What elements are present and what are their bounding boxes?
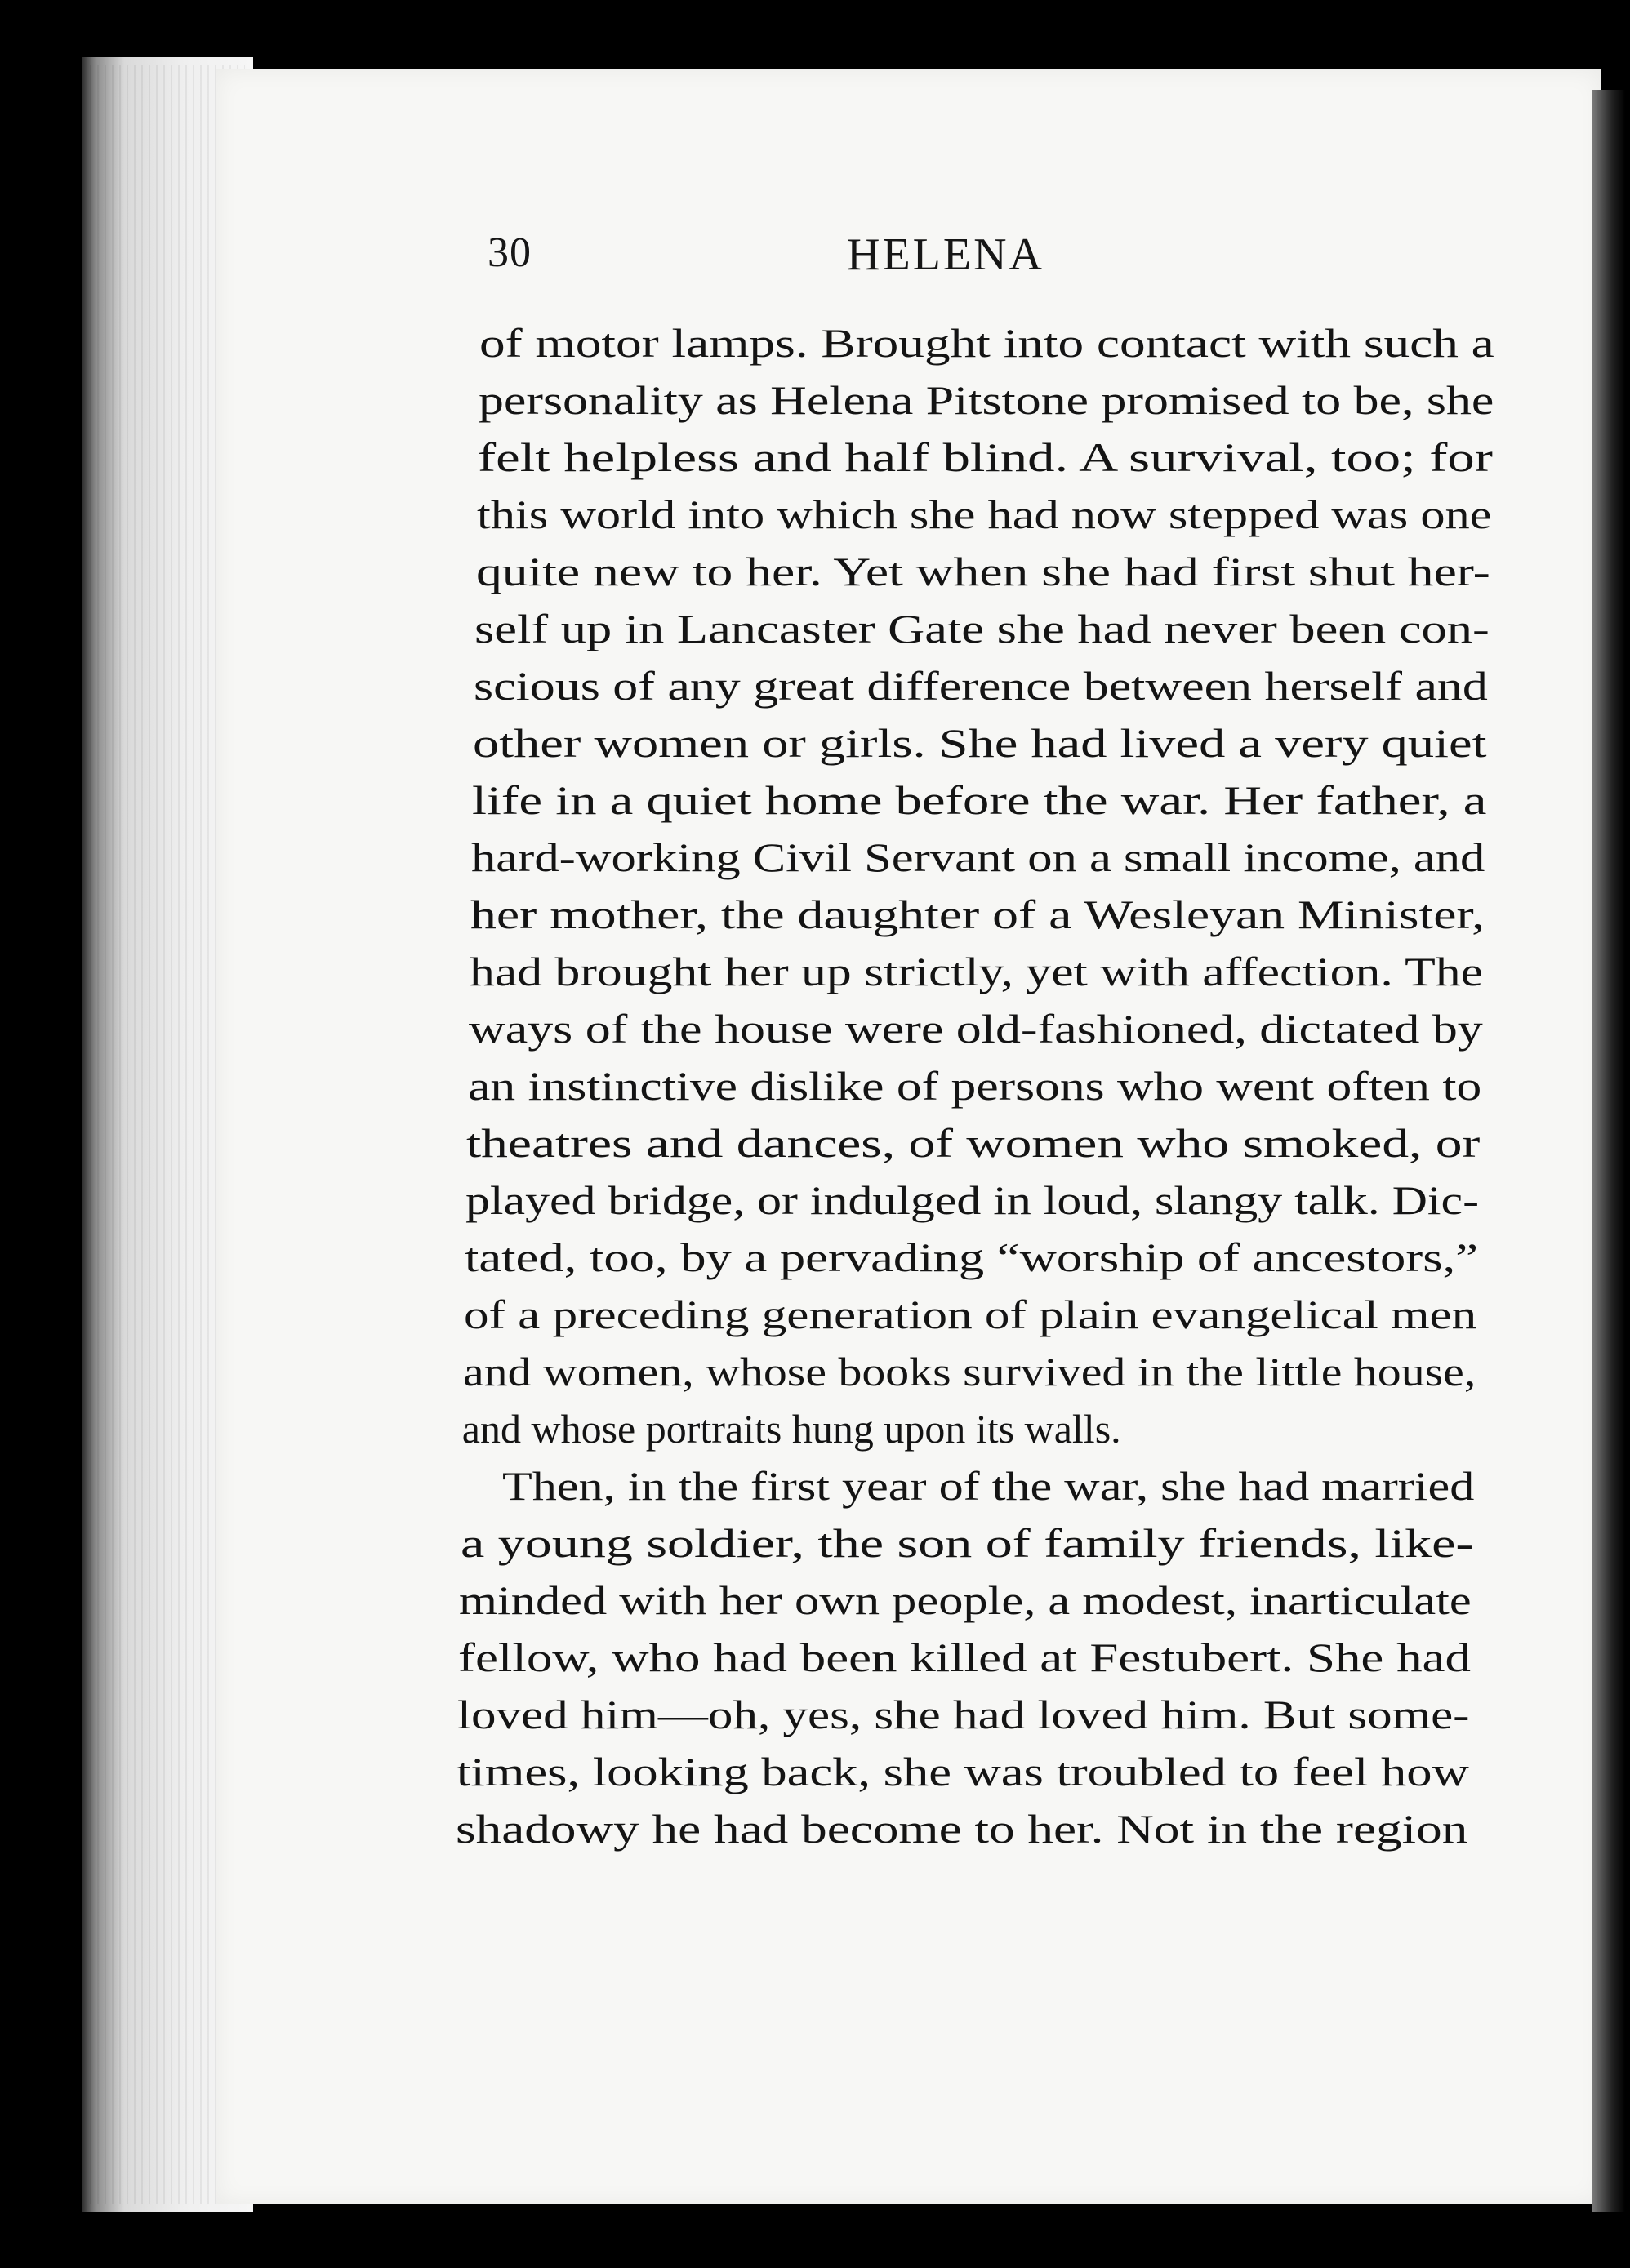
text-line: quite new to her. Yet when she had first shut her- [475,549,1490,594]
text-line: times, looking back, she was troubled to feel how [456,1749,1469,1794]
text-line: this world into which she had now stepped was one [476,491,1492,537]
text-line: shadowy he had become to her. Not in the region [456,1806,1468,1852]
text-line: tated, too, by a pervading “worship of ancestors,” [465,1234,1479,1280]
text-line: loved him—oh, yes, she had loved him. But some- [457,1692,1470,1737]
text-line: minded with her own people, a modest, inarticulate [459,1577,1472,1623]
text-line: a young soldier, the son of family friends, like- [460,1520,1473,1566]
text-line: had brought her up strictly, yet with affection. The [469,949,1483,994]
text-line: hard-working Civil Servant on a small income, and [470,834,1485,880]
text-line: theatres and dances, of women who smoked, or [466,1120,1481,1166]
text-line: other women or girls. She had lived a very quiet [473,720,1487,766]
text-line: her mother, the daughter of a Wesleyan Minister, [470,892,1485,937]
text-line: Then, in the first year of the war, she had married [501,1463,1475,1509]
text-line: fellow, who had been killed at Festubert. She had [458,1634,1472,1680]
text-line: life in a quiet home before the war. Her father, a [472,777,1487,823]
text-line: and whose portraits hung upon its walls. [461,1406,1121,1452]
text-line: of a preceding generation of plain evangelical men [464,1292,1477,1337]
text-line: an instinctive dislike of persons who went often to [467,1063,1481,1109]
text-line: scious of any great difference between herself and [474,663,1489,709]
text-line: felt helpless and half blind. A survival, too; for [477,434,1493,480]
running-head: HELENA [847,229,1044,280]
text-line: personality as Helena Pitstone promised to be, she [478,377,1494,423]
text-line: of motor lamps. Brought into contact with such a [479,320,1494,366]
page-number: 30 [488,229,532,276]
text-line: self up in Lancaster Gate she had never been con- [474,606,1490,651]
text-line: played bridge, or indulged in loud, slangy talk. Dic- [465,1177,1480,1223]
text-line: ways of the house were old-fashioned, dictated by [468,1006,1483,1052]
text-line: and women, whose books survived in the little house, [462,1349,1476,1394]
